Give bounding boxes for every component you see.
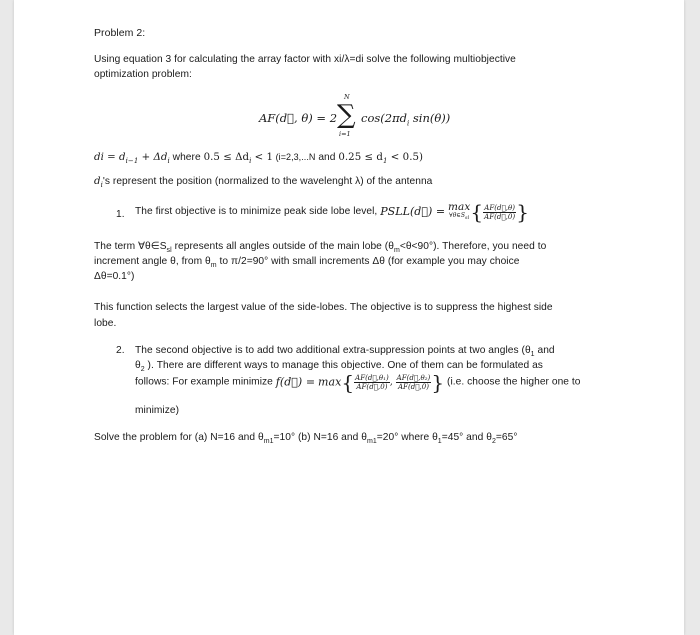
solve-s3: 1 [437, 438, 442, 446]
di-and: and [315, 152, 339, 163]
intro-line-2: optimization problem: [94, 69, 192, 80]
objective-1 [135, 202, 529, 228]
sum-upper-limit: N [344, 93, 350, 101]
solve-s1: m1 [263, 438, 274, 446]
objective-2-line-3 [135, 370, 581, 398]
intro-line-1: Using equation 3 for calculating the array factor with xi/λ=di solve the following multiobjective [94, 54, 516, 65]
problem-title: Problem 2: [94, 27, 146, 39]
summand-text: cos(2πd [361, 111, 407, 125]
psll-numerator: AF(d⃗,θ) [484, 203, 516, 212]
obj2-fraction-1 [354, 374, 390, 391]
obj2-line3-end: (i.e. choose the higher one to [447, 376, 581, 388]
di-math-1: di = d [94, 152, 126, 163]
summand-subscript: i [407, 119, 410, 128]
psll-denominator: AF(d⃗,0) [484, 212, 516, 221]
solve-t1: Solve the problem for (a) N=16 and θ [94, 432, 264, 443]
solve-line [94, 431, 517, 449]
obj2-line2-sub: 2 [140, 366, 145, 374]
obj2-numerator-2: AF(d⃗,θ₂) [396, 374, 431, 382]
position-text: 's represent the position (normalized to the wavelenght λ) of the antenna [102, 176, 433, 187]
obj2-line2-text: ). There are different ways to manage this objective. One of them can be formulated as [144, 360, 543, 371]
af-summand [361, 111, 450, 127]
summand-rest: sin(θ)) [409, 111, 451, 125]
term-line1-b: represents all angles outside of the main lobe (θ [171, 241, 394, 252]
select-paragraph-line-1: This function selects the largest value of the side-lobes. The objective is to suppress the highest side [94, 302, 553, 313]
objective-2-number: 2. [116, 345, 125, 356]
di-math-2: + Δd [138, 152, 168, 163]
psll-fraction [483, 204, 516, 221]
objective-2-line-4: minimize) [135, 405, 180, 416]
obj2-line2-theta: θ [135, 360, 141, 371]
di-sub-2: i [167, 157, 170, 166]
position-line [94, 175, 432, 192]
obj2-line1-and: and [534, 345, 555, 356]
select-paragraph-line-2: lobe. [94, 318, 117, 329]
array-factor-equation [259, 94, 499, 146]
term-line2-b: to π/2=90° with small increments Δθ (for example you may choice [216, 256, 520, 267]
obj2-numerator-1: AF(d⃗,θ₁) [355, 374, 389, 382]
max-subscript-sl: sl [465, 215, 470, 222]
solve-t2: =10° (b) N=16 and θ [273, 432, 367, 443]
term-line1-c: <θ<90°). Therefore, you need to [399, 241, 547, 252]
position-d-sub: i [100, 181, 103, 190]
d1-sub: 1 [382, 157, 388, 166]
di-where: where [169, 152, 204, 163]
max-operator [448, 202, 470, 222]
obj2-right-brace: } [431, 370, 445, 395]
objective-1-text: The first objective is to minimize peak side lobe level, [135, 206, 378, 218]
d1-range: 0.25 ≤ d [338, 152, 383, 163]
solve-t3: =20° where θ [376, 432, 438, 443]
objective-1-number: 1. [116, 209, 125, 220]
di-range-sub: i [249, 157, 252, 166]
af-lhs: AF(d⃗, θ) = 2 [259, 111, 338, 125]
document-page [14, 0, 684, 635]
term-paragraph-line-3: Δθ=0.1°) [94, 271, 135, 282]
term-paragraph-line-2 [94, 255, 519, 273]
term-line2-a: increment angle θ, from θ [94, 256, 211, 267]
obj2-denominator-2: AF(d⃗,0) [397, 383, 430, 391]
max-subscript: ∀θ∈S [449, 212, 466, 219]
position-d-symbol: d [94, 176, 101, 187]
solve-t4: =45° and θ [441, 432, 492, 443]
term-line1-sub: sl [166, 247, 172, 255]
solve-t5: =65° [495, 432, 518, 443]
di-definition-line [94, 150, 423, 168]
left-brace: { [470, 200, 484, 225]
obj2-line1-sub: 1 [530, 351, 535, 359]
di-range: 0.5 ≤ Δd [203, 152, 250, 163]
sigma-symbol: ∑ [337, 100, 356, 130]
di-indices: (i=2,3,...N [273, 152, 316, 162]
obj2-left-brace: { [341, 370, 355, 395]
obj2-line3-start: follows: For example minimize [135, 376, 273, 388]
obj2-max: max [317, 375, 342, 389]
obj2-denominator-1: AF(d⃗,0) [356, 383, 388, 391]
obj2-line1-text: The second objective is to add two additional extra-suppression points at two angles (θ [135, 345, 531, 356]
term-line1-a: The term ∀θ∈S [94, 241, 167, 252]
di-sub-1: i−1 [125, 157, 139, 166]
f-expression: f(d⃗) = [275, 375, 316, 389]
di-range-end: < 1 [251, 152, 274, 163]
sum-lower-limit: i=1 [339, 130, 351, 138]
obj2-fraction-2 [396, 374, 432, 391]
obj2-comma: , [389, 377, 396, 388]
right-brace: } [516, 200, 529, 225]
term-line1-m: m [393, 247, 400, 255]
d1-end: < 0.5) [387, 152, 424, 163]
max-word: max [448, 201, 471, 213]
solve-s4: 2 [491, 438, 496, 446]
solve-s2: m1 [366, 438, 377, 446]
term-line2-m: m [210, 262, 217, 270]
psll-expression: PSLL(d⃗) = [380, 205, 446, 219]
